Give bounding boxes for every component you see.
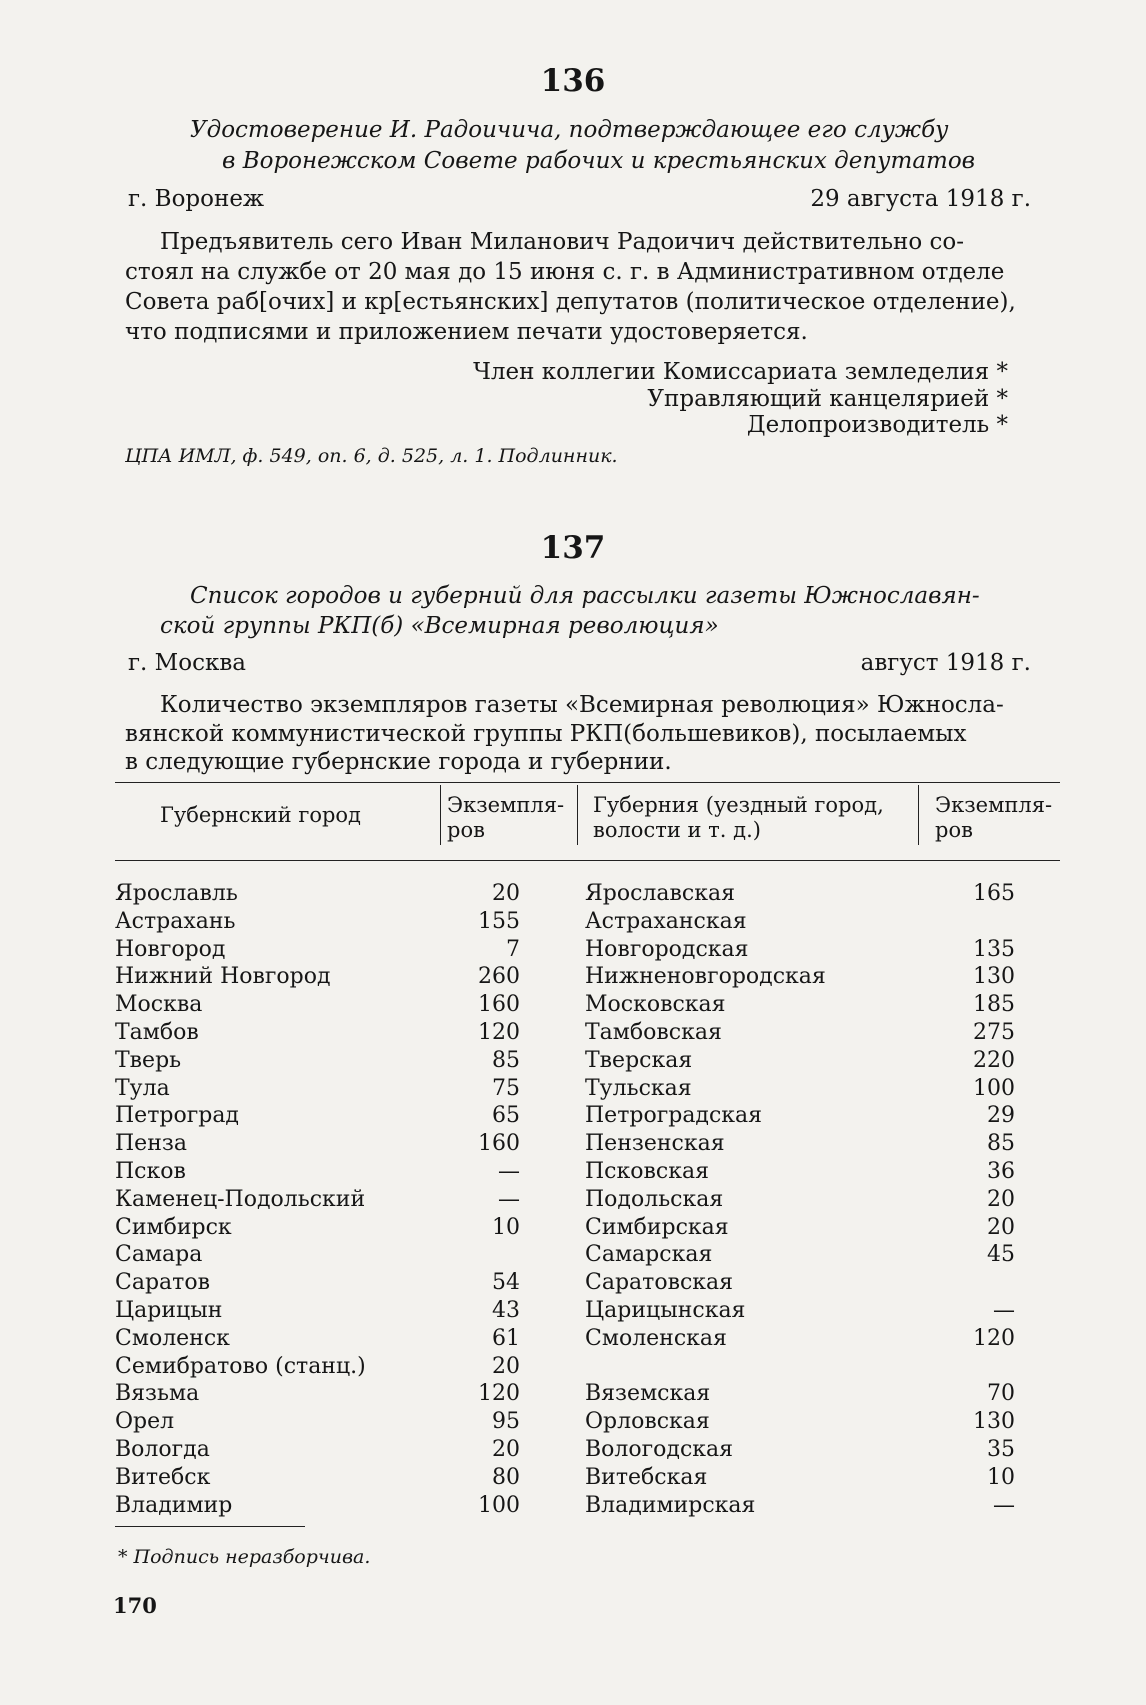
table-column-divider-3 (918, 785, 919, 845)
city-name: Семибратово (станц.) (115, 1353, 366, 1379)
city-copies: — (498, 1159, 520, 1184)
province-copies: 45 (987, 1242, 1015, 1268)
doc137-title-line-2: ской группы РКП(б) «Всемирная революция» (160, 613, 719, 639)
province-name: Тульская (585, 1075, 692, 1101)
province-name: Псковская (585, 1159, 709, 1184)
city-name: Нижний Новгород (115, 964, 331, 990)
table-row (0, 1297, 1146, 1324)
city-copies: 100 (478, 1492, 520, 1518)
doc136-title-line-1: Удостоверение И. Радоичича, подтверждающее его службу (190, 117, 949, 143)
province-copies: 120 (973, 1325, 1015, 1351)
province-name: Подольская (585, 1186, 724, 1212)
city-copies: 20 (492, 1353, 520, 1379)
province-name: Нижненовгородская (585, 964, 826, 990)
page-number: 170 (113, 1593, 157, 1618)
province-copies: 20 (987, 1186, 1015, 1212)
city-copies: 65 (492, 1103, 520, 1129)
table-top-rule (115, 782, 1060, 783)
city-name: Ярославль (115, 881, 238, 906)
province-name: Тверская (585, 1047, 693, 1073)
province-name: Ярославская (585, 881, 735, 906)
table-row (0, 1380, 1146, 1407)
province-name: Смоленская (585, 1325, 727, 1351)
table-column-divider-2 (577, 785, 578, 845)
city-name: Москва (115, 992, 203, 1018)
province-copies: 20 (987, 1214, 1015, 1240)
province-copies: 35 (987, 1437, 1015, 1462)
table-row (0, 1269, 1146, 1296)
table-header-city-copies-2: ров (447, 818, 485, 842)
doc136-date: 29 августа 1918 г. (810, 186, 1031, 212)
city-name: Самара (115, 1242, 203, 1268)
city-name: Симбирск (115, 1214, 232, 1240)
province-name: Орловская (585, 1409, 710, 1435)
doc137-date: август 1918 г. (860, 650, 1031, 676)
table-row (0, 1436, 1146, 1463)
province-copies: — (993, 1492, 1015, 1518)
city-copies: 160 (478, 992, 520, 1018)
province-copies: 10 (987, 1464, 1015, 1490)
city-name: Тула (115, 1075, 170, 1101)
doc137-body-line-2: вянской коммунистической группы РКП(большевиков), посылаемых (125, 721, 967, 747)
city-copies: 75 (492, 1075, 520, 1101)
city-name: Псков (115, 1159, 186, 1184)
province-name: Царицынская (585, 1298, 746, 1323)
table-header-city: Губернский город (160, 803, 361, 827)
city-copies: 80 (492, 1464, 520, 1490)
table-row (0, 1102, 1146, 1129)
province-copies: 36 (987, 1159, 1015, 1184)
province-name: Владимирская (585, 1492, 756, 1518)
city-copies: 120 (478, 1381, 520, 1407)
table-row (0, 908, 1146, 935)
doc136-body-line-3: Совета раб[очих] и кр[естьянских] депутатов (политическое отделение), (125, 289, 1016, 315)
province-name: Самарская (585, 1242, 713, 1268)
city-copies: — (498, 1186, 520, 1212)
province-copies: 185 (973, 992, 1015, 1018)
doc136-body-line-1: Предъявитель сего Иван Миланович Радоичич действительно со- (160, 229, 965, 255)
doc136-source: ЦПА ИМЛ, ф. 549, оп. 6, д. 525, л. 1. Подлинник. (125, 445, 618, 467)
city-copies: 7 (506, 936, 520, 962)
table-header-bottom-rule (115, 860, 1060, 861)
city-copies: 61 (492, 1325, 520, 1351)
city-name: Царицын (115, 1298, 223, 1323)
province-copies: 29 (987, 1103, 1015, 1129)
footnote: * Подпись неразборчива. (118, 1546, 371, 1568)
document-number-137: 137 (540, 530, 606, 566)
province-copies: 70 (987, 1381, 1015, 1407)
city-copies: 54 (492, 1270, 520, 1296)
province-name: Симбирская (585, 1214, 729, 1240)
province-copies: 130 (973, 1409, 1015, 1435)
table-row (0, 1241, 1146, 1268)
city-copies: 120 (478, 1020, 520, 1045)
province-name: Тамбовская (585, 1020, 722, 1045)
doc137-body-line-1: Количество экземпляров газеты «Всемирная революция» Южносла- (160, 692, 1004, 718)
table-row (0, 1214, 1146, 1241)
table-row (0, 1158, 1146, 1185)
city-copies: 95 (492, 1409, 520, 1435)
province-name: Пензенская (585, 1131, 725, 1157)
province-copies: 135 (973, 936, 1015, 962)
city-name: Витебск (115, 1464, 211, 1490)
table-row (0, 1130, 1146, 1157)
doc136-body-line-4: что подписями и приложением печати удостоверяется. (125, 319, 808, 345)
province-copies: 85 (987, 1131, 1015, 1157)
city-name: Астрахань (115, 908, 236, 934)
city-name: Тамбов (115, 1020, 199, 1045)
signature-office-manager: Управляющий канцелярией * (647, 386, 1008, 412)
city-name: Пенза (115, 1131, 187, 1157)
table-row (0, 1075, 1146, 1102)
province-copies: 130 (973, 964, 1015, 990)
table-header-province-1: Губерния (уездный город, (593, 793, 884, 817)
city-copies: 10 (492, 1214, 520, 1240)
table-row (0, 880, 1146, 907)
province-copies: 220 (973, 1047, 1015, 1073)
city-copies: 20 (492, 881, 520, 906)
city-copies: 85 (492, 1047, 520, 1073)
city-name: Смоленск (115, 1325, 230, 1351)
table-row (0, 1353, 1146, 1380)
city-copies: 260 (478, 964, 520, 990)
footnote-rule (115, 1526, 305, 1527)
table-row (0, 1408, 1146, 1435)
table-row (0, 1464, 1146, 1491)
doc137-title-line-1: Список городов и губерний для рассылки газеты Южнославян- (190, 583, 980, 609)
city-name: Тверь (115, 1047, 182, 1073)
table-row (0, 1186, 1146, 1213)
province-name: Вяземская (585, 1381, 711, 1407)
city-copies: 160 (478, 1131, 520, 1157)
city-name: Орел (115, 1409, 175, 1435)
table-row (0, 936, 1146, 963)
province-name: Саратовская (585, 1270, 734, 1296)
city-copies: 20 (492, 1437, 520, 1462)
city-name: Каменец-Подольский (115, 1186, 366, 1212)
document-number-136: 136 (540, 63, 606, 99)
doc137-body-line-3: в следующие губернские города и губернии. (125, 749, 672, 775)
city-name: Саратов (115, 1270, 210, 1296)
province-copies: 165 (973, 881, 1015, 906)
province-name: Витебская (585, 1464, 708, 1490)
province-name: Московская (585, 992, 726, 1018)
signature-collegium-member: Член коллегии Комиссариата земледелия * (473, 359, 1008, 385)
table-row (0, 1047, 1146, 1074)
province-name: Вологодская (585, 1437, 734, 1462)
signature-clerk: Делопроизводитель * (746, 412, 1008, 438)
table-column-divider-1 (440, 785, 441, 845)
city-name: Новгород (115, 936, 226, 962)
city-name: Вологда (115, 1437, 210, 1462)
table-header-city-copies-1: Экземпля- (447, 793, 565, 817)
table-row (0, 991, 1146, 1018)
table-row (0, 1325, 1146, 1352)
table-row (0, 1019, 1146, 1046)
province-name: Новгородская (585, 936, 749, 962)
doc137-place: г. Москва (128, 650, 246, 676)
table-row (0, 1492, 1146, 1519)
province-copies: 100 (973, 1075, 1015, 1101)
province-name: Астраханская (585, 908, 747, 934)
table-header-province-copies-2: ров (935, 818, 973, 842)
province-copies: — (993, 1298, 1015, 1323)
province-name: Петроградская (585, 1103, 763, 1129)
city-name: Владимир (115, 1492, 233, 1518)
table-header-province-copies-1: Экземпля- (935, 793, 1053, 817)
table-header-province-2: волости и т. д.) (593, 818, 761, 842)
table-row (0, 963, 1146, 990)
city-copies: 43 (492, 1298, 520, 1323)
province-copies: 275 (973, 1020, 1015, 1045)
city-copies: 155 (478, 908, 520, 934)
doc136-title-line-2: в Воронежском Совете рабочих и крестьянских депутатов (222, 148, 976, 174)
doc136-body-line-2: стоял на службе от 20 мая до 15 июня с. г. в Административном отделе (125, 259, 1005, 285)
doc136-place: г. Воронеж (128, 186, 265, 212)
city-name: Вязьма (115, 1381, 200, 1407)
city-name: Петроград (115, 1103, 239, 1129)
